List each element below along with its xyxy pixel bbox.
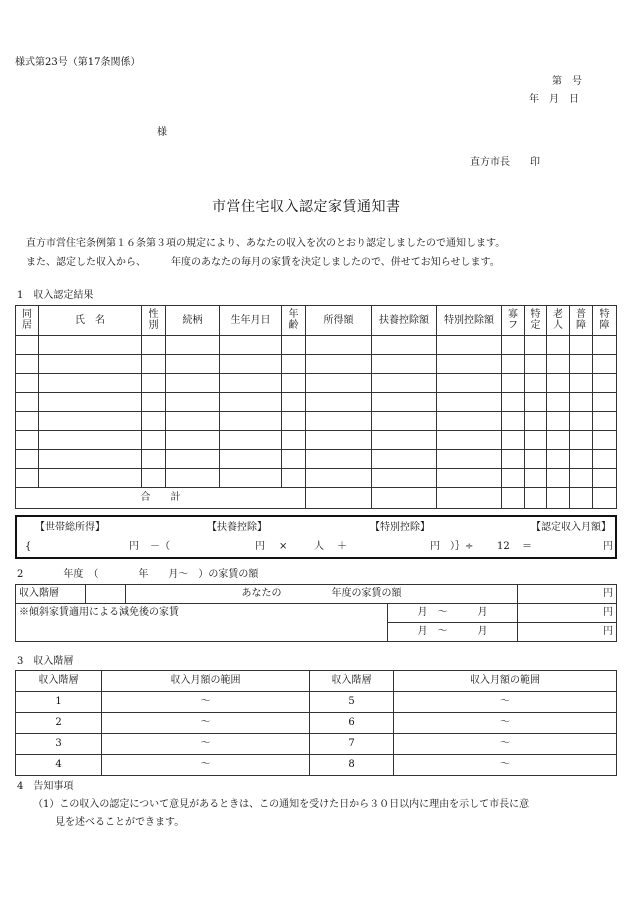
section-3-heading: 3 収入階層 xyxy=(17,656,74,667)
table-row xyxy=(16,355,617,374)
tier-row xyxy=(16,734,617,755)
entry-cell[interactable] xyxy=(39,393,142,412)
tier-range: ～ xyxy=(102,734,310,755)
label-monthly-income: 【認定収入月額】 xyxy=(531,522,611,533)
entry-cell[interactable] xyxy=(437,336,502,355)
entry-cell[interactable] xyxy=(282,431,306,450)
tier-row xyxy=(16,713,617,734)
entry-cell[interactable] xyxy=(593,450,617,469)
entry-cell[interactable] xyxy=(525,412,547,431)
document-number: 第 号 xyxy=(552,76,582,87)
entry-cell[interactable] xyxy=(220,412,282,431)
notice-line-1: （1）この収入の認定について意見があるときは、この通知を受けた日から３０日以内に理由を示して市長に意 xyxy=(33,799,530,810)
entry-cell[interactable] xyxy=(502,336,525,355)
range-col-header: 収入月額の範囲 xyxy=(394,671,617,692)
total-cell[interactable] xyxy=(593,488,617,509)
column-header: 特 障 xyxy=(593,306,617,336)
total-cell[interactable] xyxy=(525,488,547,509)
entry-cell[interactable] xyxy=(16,469,39,488)
table-row xyxy=(16,431,617,450)
tier-number: 8 xyxy=(310,755,394,776)
tier-number: 3 xyxy=(16,734,102,755)
entry-cell[interactable] xyxy=(372,355,437,374)
entry-cell[interactable] xyxy=(16,355,39,374)
income-formula-box xyxy=(15,515,617,559)
entry-cell[interactable] xyxy=(306,412,372,431)
column-header: 寡 フ xyxy=(502,306,525,336)
entry-cell[interactable] xyxy=(570,374,593,393)
entry-cell[interactable] xyxy=(16,450,39,469)
entry-cell[interactable] xyxy=(306,450,372,469)
entry-cell[interactable] xyxy=(437,450,502,469)
entry-cell[interactable] xyxy=(166,393,220,412)
reduced-rent-row xyxy=(16,604,617,623)
entry-cell[interactable] xyxy=(166,469,220,488)
entry-cell[interactable] xyxy=(502,469,525,488)
section-4-heading: 4 告知事項 xyxy=(17,781,74,792)
entry-cell[interactable] xyxy=(525,393,547,412)
intro-line-2: また、認定した収入から、 年度のあなたの毎月の家賃を決定しましたので、併せてお知らせします。 xyxy=(26,257,500,268)
total-dependent-cell[interactable] xyxy=(372,488,437,509)
table-row xyxy=(16,393,617,412)
tier-col-header: 収入階層 xyxy=(310,671,394,692)
entry-cell[interactable] xyxy=(570,431,593,450)
column-header: 年 齢 xyxy=(282,306,306,336)
entry-cell[interactable] xyxy=(437,431,502,450)
formula-open-brace: { xyxy=(25,541,32,552)
tier-range: ～ xyxy=(394,755,617,776)
column-header: 普 障 xyxy=(570,306,593,336)
entry-cell[interactable] xyxy=(525,431,547,450)
entry-cell[interactable] xyxy=(142,431,166,450)
formula-equals: ＝ xyxy=(522,541,532,552)
tier-number: 1 xyxy=(16,692,102,713)
tier-range: ～ xyxy=(102,755,310,776)
entry-cell[interactable] xyxy=(502,431,525,450)
entry-cell[interactable] xyxy=(220,355,282,374)
entry-cell[interactable] xyxy=(437,355,502,374)
entry-cell[interactable] xyxy=(437,412,502,431)
entry-cell[interactable] xyxy=(372,393,437,412)
label-dependent-deduction: 【扶養控除】 xyxy=(207,522,267,533)
tier-number: 5 xyxy=(310,692,394,713)
period-1[interactable]: 月 ～ 月 xyxy=(388,604,518,623)
column-header: 続柄 xyxy=(166,306,220,336)
formula-times: × xyxy=(279,541,288,552)
entry-cell[interactable] xyxy=(372,374,437,393)
entry-cell[interactable] xyxy=(525,469,547,488)
entry-cell[interactable] xyxy=(547,374,570,393)
column-header: 同 居 xyxy=(16,306,39,336)
entry-cell[interactable] xyxy=(372,450,437,469)
tier-number: 6 xyxy=(310,713,394,734)
entry-cell[interactable] xyxy=(570,450,593,469)
rent-amount-table xyxy=(15,584,617,642)
tier-row xyxy=(16,755,617,776)
tier-header-row xyxy=(16,671,617,692)
entry-cell[interactable] xyxy=(166,355,220,374)
entry-cell[interactable] xyxy=(39,469,142,488)
period-1-yen: 円 xyxy=(518,604,617,623)
entry-cell[interactable] xyxy=(525,336,547,355)
table-row xyxy=(16,336,617,355)
column-header: 老 人 xyxy=(547,306,570,336)
entry-cell[interactable] xyxy=(547,336,570,355)
entry-cell[interactable] xyxy=(547,355,570,374)
addressee: 様 xyxy=(157,127,167,138)
entry-cell[interactable] xyxy=(372,469,437,488)
entry-cell[interactable] xyxy=(16,374,39,393)
tier-number: 4 xyxy=(16,755,102,776)
column-header: 特 定 xyxy=(525,306,547,336)
entry-cell[interactable] xyxy=(593,431,617,450)
formula-yen-2: 円 xyxy=(255,541,265,552)
entry-cell[interactable] xyxy=(547,393,570,412)
entry-cell[interactable] xyxy=(220,336,282,355)
formula-yen-3: 円 xyxy=(430,541,440,552)
entry-cell[interactable] xyxy=(306,374,372,393)
formula-plus: ＋ xyxy=(337,541,347,552)
entry-cell[interactable] xyxy=(306,393,372,412)
total-label: 合 計 xyxy=(16,488,306,509)
entry-cell[interactable] xyxy=(142,393,166,412)
entry-cell[interactable] xyxy=(547,412,570,431)
intro-line-1: 直方市営住宅条例第１６条第３項の規定により、あなたの収入を次のとおり認定しましたので通知します。 xyxy=(26,238,506,249)
income-tier-table xyxy=(15,670,617,776)
entry-cell[interactable] xyxy=(593,355,617,374)
entry-cell[interactable] xyxy=(220,469,282,488)
entry-cell[interactable] xyxy=(39,336,142,355)
column-header: 所得額 xyxy=(306,306,372,336)
entry-cell[interactable] xyxy=(570,469,593,488)
entry-cell[interactable] xyxy=(39,450,142,469)
rent-yen: 円 xyxy=(518,585,617,604)
formula-minus-paren: －（ xyxy=(150,541,170,552)
column-header: 特別控除額 xyxy=(437,306,502,336)
entry-cell[interactable] xyxy=(166,374,220,393)
entry-cell[interactable] xyxy=(142,450,166,469)
entry-cell[interactable] xyxy=(282,374,306,393)
entry-cell[interactable] xyxy=(593,393,617,412)
total-row xyxy=(16,488,617,509)
entry-cell[interactable] xyxy=(282,469,306,488)
entry-cell[interactable] xyxy=(39,431,142,450)
entry-cell[interactable] xyxy=(570,393,593,412)
entry-cell[interactable] xyxy=(282,336,306,355)
entry-cell[interactable] xyxy=(39,374,142,393)
entry-cell[interactable] xyxy=(547,431,570,450)
entry-cell[interactable] xyxy=(282,355,306,374)
form-number: 様式第23号（第17条関係） xyxy=(15,57,141,68)
entry-cell[interactable] xyxy=(372,336,437,355)
total-cell[interactable] xyxy=(570,488,593,509)
entry-cell[interactable] xyxy=(372,431,437,450)
rent-row xyxy=(16,585,617,604)
notice-line-2: 見を述べることができます。 xyxy=(55,817,185,828)
entry-cell[interactable] xyxy=(39,355,142,374)
entry-cell[interactable] xyxy=(166,450,220,469)
tier-range: ～ xyxy=(102,713,310,734)
reduced-rent-label: ※傾斜家賃適用による減免後の家賃 xyxy=(16,604,388,642)
period-2-yen: 円 xyxy=(518,623,617,642)
column-header: 扶養控除額 xyxy=(372,306,437,336)
entry-cell[interactable] xyxy=(437,374,502,393)
entry-cell[interactable] xyxy=(306,431,372,450)
total-cell[interactable] xyxy=(547,488,570,509)
entry-cell[interactable] xyxy=(547,450,570,469)
entry-cell[interactable] xyxy=(570,336,593,355)
entry-cell[interactable] xyxy=(16,412,39,431)
entry-cell[interactable] xyxy=(306,355,372,374)
table-row xyxy=(16,469,617,488)
income-result-table xyxy=(15,305,617,509)
tier-row xyxy=(16,692,617,713)
entry-cell[interactable] xyxy=(570,412,593,431)
entry-cell[interactable] xyxy=(306,469,372,488)
entry-cell[interactable] xyxy=(16,336,39,355)
entry-cell[interactable] xyxy=(142,374,166,393)
entry-cell[interactable] xyxy=(306,336,372,355)
formula-twelve: 12 xyxy=(497,541,510,552)
table-row xyxy=(16,412,617,431)
entry-cell[interactable] xyxy=(547,469,570,488)
entry-cell[interactable] xyxy=(220,393,282,412)
entry-cell[interactable] xyxy=(166,431,220,450)
entry-cell[interactable] xyxy=(142,412,166,431)
column-header: 氏 名 xyxy=(39,306,142,336)
entry-cell[interactable] xyxy=(502,393,525,412)
total-income-cell[interactable] xyxy=(306,488,372,509)
entry-cell[interactable] xyxy=(166,412,220,431)
entry-cell[interactable] xyxy=(502,412,525,431)
document-date: 年 月 日 xyxy=(529,94,579,105)
tier-range: ～ xyxy=(102,692,310,713)
entry-cell[interactable] xyxy=(593,469,617,488)
entry-cell[interactable] xyxy=(220,374,282,393)
your-rent-label: あなたの 年度の家賃の額 xyxy=(126,585,518,604)
income-tier-label: 収入階層 xyxy=(16,585,86,604)
entry-cell[interactable] xyxy=(282,450,306,469)
entry-cell[interactable] xyxy=(142,355,166,374)
entry-cell[interactable] xyxy=(525,355,547,374)
section-1-heading: 1 収入認定結果 xyxy=(17,290,94,301)
issuer: 直方市長 印 xyxy=(470,157,540,168)
table-row xyxy=(16,450,617,469)
period-2[interactable]: 月 ～ 月 xyxy=(388,623,518,642)
entry-cell[interactable] xyxy=(502,450,525,469)
entry-cell[interactable] xyxy=(437,393,502,412)
entry-cell[interactable] xyxy=(16,393,39,412)
column-header: 性 別 xyxy=(142,306,166,336)
income-tier-value[interactable] xyxy=(86,585,126,604)
entry-cell[interactable] xyxy=(525,374,547,393)
label-household-income: 【世帯総所得】 xyxy=(35,522,105,533)
entry-cell[interactable] xyxy=(593,412,617,431)
entry-cell[interactable] xyxy=(166,336,220,355)
entry-cell[interactable] xyxy=(282,393,306,412)
label-special-deduction: 【特別控除】 xyxy=(370,522,430,533)
total-cell[interactable] xyxy=(502,488,525,509)
entry-cell[interactable] xyxy=(593,336,617,355)
formula-yen-4: 円 xyxy=(603,541,613,552)
entry-cell[interactable] xyxy=(142,469,166,488)
entry-cell[interactable] xyxy=(16,431,39,450)
page-title: 市営住宅収入認定家賃通知書 xyxy=(212,199,401,215)
entry-cell[interactable] xyxy=(570,355,593,374)
entry-cell[interactable] xyxy=(282,412,306,431)
formula-yen-1: 円 xyxy=(129,541,139,552)
entry-cell[interactable] xyxy=(525,450,547,469)
entry-cell[interactable] xyxy=(220,431,282,450)
tier-number: 7 xyxy=(310,734,394,755)
tier-col-header: 収入階層 xyxy=(16,671,102,692)
entry-cell[interactable] xyxy=(593,374,617,393)
entry-cell[interactable] xyxy=(437,469,502,488)
range-col-header: 収入月額の範囲 xyxy=(102,671,310,692)
total-special-cell[interactable] xyxy=(437,488,502,509)
tier-range: ～ xyxy=(394,692,617,713)
entry-cell[interactable] xyxy=(220,450,282,469)
entry-cell[interactable] xyxy=(372,412,437,431)
entry-cell[interactable] xyxy=(39,412,142,431)
entry-cell[interactable] xyxy=(502,355,525,374)
table-header-row xyxy=(16,306,617,336)
formula-persons: 人 xyxy=(314,541,324,552)
entry-cell[interactable] xyxy=(502,374,525,393)
formula-close-divide: ）｝÷ xyxy=(450,541,474,552)
column-header: 生年月日 xyxy=(220,306,282,336)
tier-range: ～ xyxy=(394,713,617,734)
table-row xyxy=(16,374,617,393)
section-2-heading: 2 年度 （ 年 月～ ）の家賃の額 xyxy=(17,569,259,580)
tier-range: ～ xyxy=(394,734,617,755)
tier-number: 2 xyxy=(16,713,102,734)
entry-cell[interactable] xyxy=(142,336,166,355)
